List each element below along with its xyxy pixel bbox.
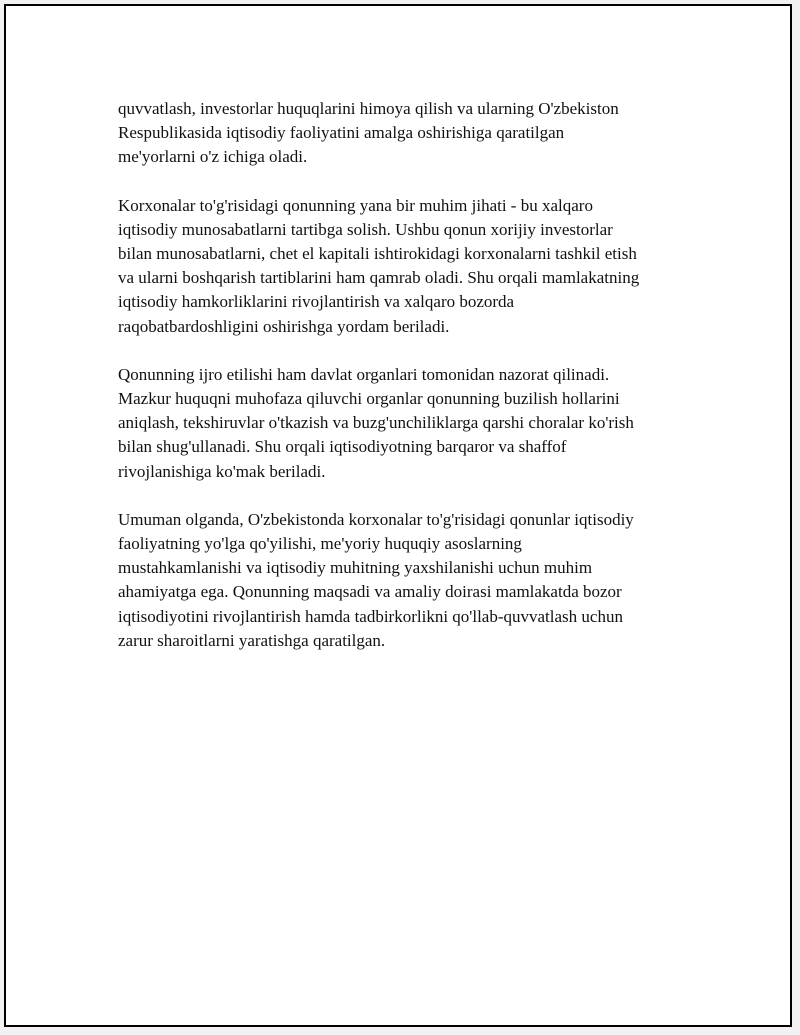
paragraph-3: Qonunning ijro etilishi ham davlat organlari tomonidan nazorat qilinadi. Mazkur huquqni muhofaza qiluvchi organlar qonunning buzilish hollarini aniqlash, tekshiruvlar o'tkazish va buzg'unchiliklarga qarshi choralar ko'rish bilan shug'ullanadi. Shu orqali iqtisodiyotning barqaror va shaffof rivojlanishiga ko'mak beriladi.: [118, 364, 634, 481]
document-page: [4, 4, 792, 1027]
paragraph-1: quvvatlash, investorlar huquqlarini himoya qilish va ularning O'zbekiston Respublikasida iqtisodiy faoliyatini amalga oshirishiga qaratilgan me'yorlarni o'z ichiga oladi.: [118, 99, 619, 167]
paragraph-4: Umuman olganda, O'zbekistonda korxonalar to'g'risidagi qonunlar iqtisodiy faoliyatning yo'lga qo'yilishi, me'yoriy huquqiy asoslarning mustahkamlanishi va iqtisodiy muhitning yaxshilanishi uchun muhim ahamiyatga ega. Qonunning maqsadi va amaliy doirasi mamlakatda bozor iqtisodiyotini rivojlantirish hamda tadbirkorlikni qo'llab-quvvatlash uchun zarur sharoitlarni yaratishga qaratilgan.: [118, 509, 634, 650]
document-body: [118, 97, 698, 677]
paragraph-2: Korxonalar to'g'risidagi qonunning yana bir muhim jihati - bu xalqaro iqtisodiy munosabatlarni tartibga solish. Ushbu qonun xorijiy investorlar bilan munosabatlarni, chet el kapitali ishtirokidagi korxonalarni tashkil etish va ularni boshqarish tartiblarini ham qamrab oladi. Shu orqali mamlakatning iqtisodiy hamkorliklarini rivojlantirish va xalqaro bozorda raqobatbardoshligini oshirishga yordam beriladi.: [118, 195, 640, 336]
